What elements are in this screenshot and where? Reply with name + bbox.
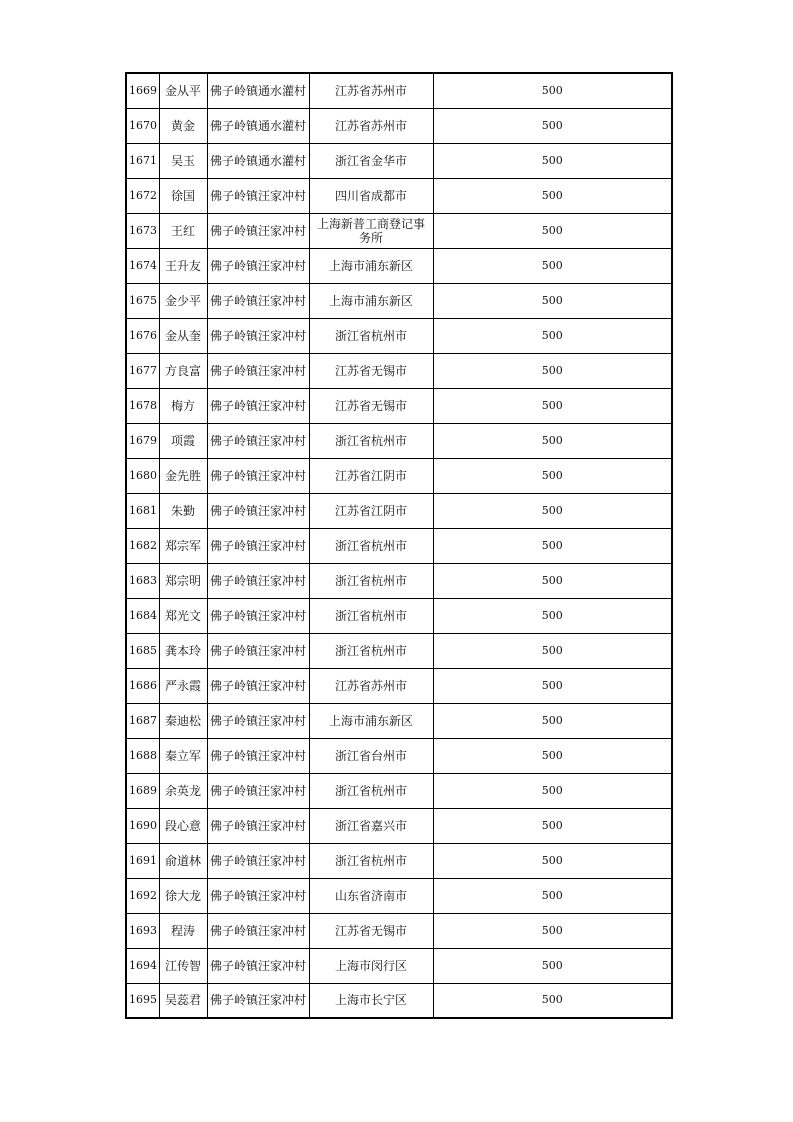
table-row xyxy=(126,948,672,983)
cell-person-name: 黄金 xyxy=(159,108,207,143)
table-row xyxy=(126,73,672,108)
cell-work-location: 江苏省无锡市 xyxy=(309,353,433,388)
cell-amount: 500 xyxy=(433,843,672,878)
table-row xyxy=(126,598,672,633)
cell-work-location: 江苏省无锡市 xyxy=(309,388,433,423)
cell-serial-number: 1678 xyxy=(126,388,159,423)
cell-person-name: 朱勤 xyxy=(159,493,207,528)
cell-village: 佛子岭镇汪家冲村 xyxy=(207,528,309,563)
table-row xyxy=(126,178,672,213)
cell-work-location: 上海市浦东新区 xyxy=(309,703,433,738)
cell-person-name: 金从奎 xyxy=(159,318,207,353)
cell-person-name: 徐国 xyxy=(159,178,207,213)
cell-person-name: 郑宗军 xyxy=(159,528,207,563)
cell-serial-number: 1684 xyxy=(126,598,159,633)
table-row xyxy=(126,633,672,668)
cell-work-location: 江苏省苏州市 xyxy=(309,108,433,143)
cell-serial-number: 1690 xyxy=(126,808,159,843)
cell-serial-number: 1688 xyxy=(126,738,159,773)
cell-person-name: 江传智 xyxy=(159,948,207,983)
table-row xyxy=(126,353,672,388)
cell-amount: 500 xyxy=(433,423,672,458)
cell-village: 佛子岭镇通水灌村 xyxy=(207,108,309,143)
cell-person-name: 秦迪松 xyxy=(159,703,207,738)
cell-serial-number: 1686 xyxy=(126,668,159,703)
cell-serial-number: 1694 xyxy=(126,948,159,983)
cell-amount: 500 xyxy=(433,598,672,633)
cell-work-location: 上海市浦东新区 xyxy=(309,248,433,283)
cell-village: 佛子岭镇汪家冲村 xyxy=(207,563,309,598)
cell-village: 佛子岭镇汪家冲村 xyxy=(207,388,309,423)
cell-village: 佛子岭镇汪家冲村 xyxy=(207,773,309,808)
cell-village: 佛子岭镇汪家冲村 xyxy=(207,633,309,668)
table-row xyxy=(126,563,672,598)
table-row xyxy=(126,528,672,563)
cell-serial-number: 1677 xyxy=(126,353,159,388)
cell-amount: 500 xyxy=(433,773,672,808)
cell-serial-number: 1674 xyxy=(126,248,159,283)
cell-amount: 500 xyxy=(433,983,672,1018)
cell-person-name: 程涛 xyxy=(159,913,207,948)
table-row xyxy=(126,843,672,878)
cell-person-name: 俞道林 xyxy=(159,843,207,878)
cell-amount: 500 xyxy=(433,808,672,843)
table-row xyxy=(126,703,672,738)
cell-work-location: 上海市长宁区 xyxy=(309,983,433,1018)
cell-serial-number: 1689 xyxy=(126,773,159,808)
cell-person-name: 梅方 xyxy=(159,388,207,423)
cell-serial-number: 1691 xyxy=(126,843,159,878)
cell-village: 佛子岭镇汪家冲村 xyxy=(207,843,309,878)
cell-work-location: 山东省济南市 xyxy=(309,878,433,913)
cell-person-name: 徐大龙 xyxy=(159,878,207,913)
cell-work-location: 江苏省江阴市 xyxy=(309,493,433,528)
cell-amount: 500 xyxy=(433,948,672,983)
cell-work-location: 浙江省杭州市 xyxy=(309,843,433,878)
cell-serial-number: 1675 xyxy=(126,283,159,318)
cell-amount: 500 xyxy=(433,738,672,773)
cell-village: 佛子岭镇汪家冲村 xyxy=(207,423,309,458)
cell-village: 佛子岭镇汪家冲村 xyxy=(207,318,309,353)
cell-serial-number: 1672 xyxy=(126,178,159,213)
cell-amount: 500 xyxy=(433,388,672,423)
cell-person-name: 郑宗明 xyxy=(159,563,207,598)
cell-serial-number: 1679 xyxy=(126,423,159,458)
cell-village: 佛子岭镇汪家冲村 xyxy=(207,668,309,703)
cell-work-location: 浙江省金华市 xyxy=(309,143,433,178)
subsidy-table xyxy=(125,72,673,1019)
cell-work-location: 四川省成都市 xyxy=(309,178,433,213)
table-row xyxy=(126,248,672,283)
cell-serial-number: 1687 xyxy=(126,703,159,738)
table-row xyxy=(126,283,672,318)
cell-work-location: 浙江省杭州市 xyxy=(309,598,433,633)
table-row xyxy=(126,213,672,248)
cell-village: 佛子岭镇汪家冲村 xyxy=(207,878,309,913)
cell-serial-number: 1680 xyxy=(126,458,159,493)
cell-village: 佛子岭镇通水灌村 xyxy=(207,73,309,108)
cell-amount: 500 xyxy=(433,213,672,248)
cell-amount: 500 xyxy=(433,318,672,353)
cell-amount: 500 xyxy=(433,528,672,563)
cell-village: 佛子岭镇汪家冲村 xyxy=(207,948,309,983)
table-row xyxy=(126,773,672,808)
cell-person-name: 金少平 xyxy=(159,283,207,318)
cell-work-location: 江苏省无锡市 xyxy=(309,913,433,948)
cell-amount: 500 xyxy=(433,143,672,178)
cell-village: 佛子岭镇汪家冲村 xyxy=(207,808,309,843)
cell-amount: 500 xyxy=(433,178,672,213)
cell-village: 佛子岭镇汪家冲村 xyxy=(207,983,309,1018)
cell-person-name: 项霞 xyxy=(159,423,207,458)
cell-work-location: 浙江省杭州市 xyxy=(309,563,433,598)
cell-work-location: 江苏省苏州市 xyxy=(309,668,433,703)
table-row xyxy=(126,738,672,773)
table-row xyxy=(126,388,672,423)
cell-amount: 500 xyxy=(433,458,672,493)
cell-village: 佛子岭镇汪家冲村 xyxy=(207,248,309,283)
table-body xyxy=(126,73,672,1018)
cell-person-name: 王升友 xyxy=(159,248,207,283)
cell-person-name: 吴蕊君 xyxy=(159,983,207,1018)
cell-work-location: 浙江省杭州市 xyxy=(309,633,433,668)
cell-amount: 500 xyxy=(433,73,672,108)
cell-village: 佛子岭镇汪家冲村 xyxy=(207,353,309,388)
cell-village: 佛子岭镇汪家冲村 xyxy=(207,738,309,773)
cell-village: 佛子岭镇汪家冲村 xyxy=(207,283,309,318)
cell-amount: 500 xyxy=(433,668,672,703)
cell-work-location: 浙江省杭州市 xyxy=(309,773,433,808)
table-row xyxy=(126,423,672,458)
table-row xyxy=(126,458,672,493)
cell-serial-number: 1669 xyxy=(126,73,159,108)
table-row xyxy=(126,143,672,178)
cell-village: 佛子岭镇汪家冲村 xyxy=(207,493,309,528)
cell-person-name: 金先胜 xyxy=(159,458,207,493)
table-row xyxy=(126,108,672,143)
cell-person-name: 王红 xyxy=(159,213,207,248)
cell-amount: 500 xyxy=(433,913,672,948)
cell-amount: 500 xyxy=(433,283,672,318)
cell-serial-number: 1685 xyxy=(126,633,159,668)
cell-work-location: 上海市闵行区 xyxy=(309,948,433,983)
cell-serial-number: 1693 xyxy=(126,913,159,948)
cell-person-name: 方良富 xyxy=(159,353,207,388)
cell-serial-number: 1682 xyxy=(126,528,159,563)
cell-village: 佛子岭镇汪家冲村 xyxy=(207,178,309,213)
table-row xyxy=(126,493,672,528)
cell-amount: 500 xyxy=(433,248,672,283)
table-row xyxy=(126,668,672,703)
cell-serial-number: 1670 xyxy=(126,108,159,143)
cell-person-name: 段心意 xyxy=(159,808,207,843)
cell-work-location: 浙江省杭州市 xyxy=(309,528,433,563)
table-row xyxy=(126,808,672,843)
cell-person-name: 金从平 xyxy=(159,73,207,108)
cell-work-location: 上海新普工商登记事务所 xyxy=(309,213,433,248)
cell-village: 佛子岭镇汪家冲村 xyxy=(207,598,309,633)
cell-work-location: 江苏省苏州市 xyxy=(309,73,433,108)
cell-work-location: 上海市浦东新区 xyxy=(309,283,433,318)
table-row xyxy=(126,878,672,913)
cell-work-location: 浙江省杭州市 xyxy=(309,423,433,458)
cell-work-location: 浙江省杭州市 xyxy=(309,318,433,353)
cell-amount: 500 xyxy=(433,633,672,668)
cell-amount: 500 xyxy=(433,108,672,143)
table-row xyxy=(126,983,672,1018)
cell-serial-number: 1676 xyxy=(126,318,159,353)
cell-village: 佛子岭镇汪家冲村 xyxy=(207,458,309,493)
cell-serial-number: 1692 xyxy=(126,878,159,913)
cell-serial-number: 1671 xyxy=(126,143,159,178)
cell-serial-number: 1695 xyxy=(126,983,159,1018)
cell-person-name: 余英龙 xyxy=(159,773,207,808)
cell-serial-number: 1681 xyxy=(126,493,159,528)
cell-work-location: 浙江省嘉兴市 xyxy=(309,808,433,843)
cell-village: 佛子岭镇汪家冲村 xyxy=(207,913,309,948)
cell-person-name: 郑光文 xyxy=(159,598,207,633)
table-row xyxy=(126,913,672,948)
cell-person-name: 秦立军 xyxy=(159,738,207,773)
cell-person-name: 吴玉 xyxy=(159,143,207,178)
table-row xyxy=(126,318,672,353)
cell-amount: 500 xyxy=(433,493,672,528)
cell-serial-number: 1683 xyxy=(126,563,159,598)
cell-amount: 500 xyxy=(433,878,672,913)
cell-amount: 500 xyxy=(433,353,672,388)
cell-serial-number: 1673 xyxy=(126,213,159,248)
cell-village: 佛子岭镇通水灌村 xyxy=(207,143,309,178)
cell-amount: 500 xyxy=(433,563,672,598)
cell-person-name: 严永霞 xyxy=(159,668,207,703)
cell-person-name: 龚本玲 xyxy=(159,633,207,668)
cell-work-location: 浙江省台州市 xyxy=(309,738,433,773)
cell-work-location: 江苏省江阴市 xyxy=(309,458,433,493)
cell-village: 佛子岭镇汪家冲村 xyxy=(207,213,309,248)
cell-amount: 500 xyxy=(433,703,672,738)
cell-village: 佛子岭镇汪家冲村 xyxy=(207,703,309,738)
